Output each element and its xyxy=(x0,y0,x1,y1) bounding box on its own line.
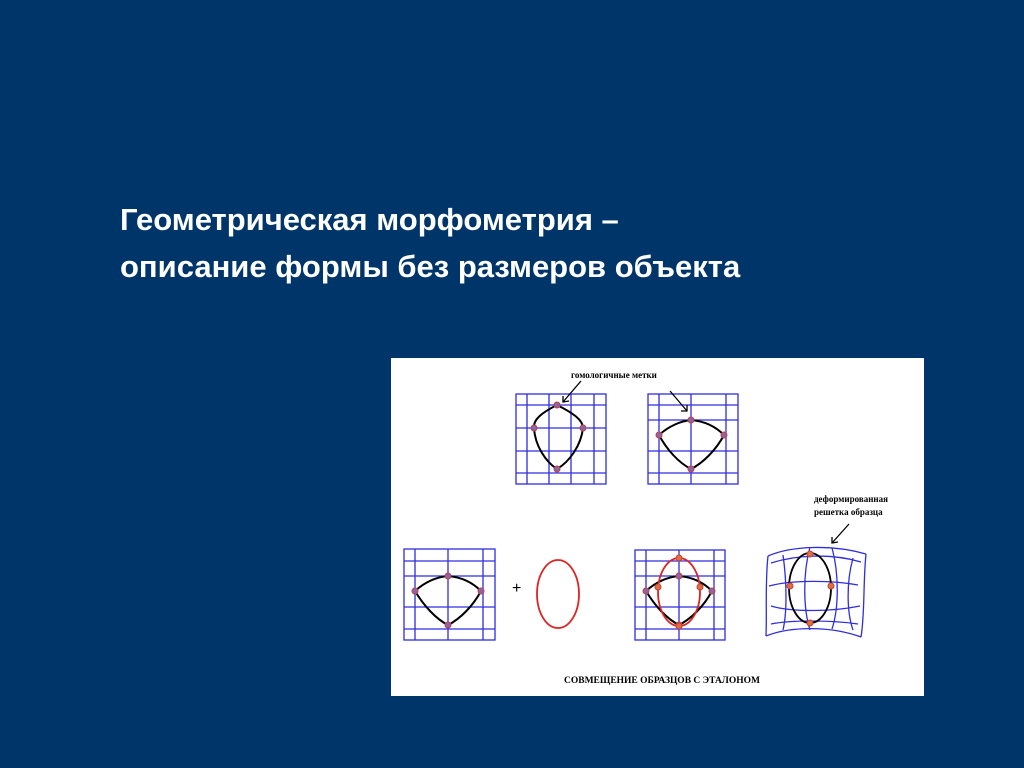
title-line-1: Геометрическая морфометрия – xyxy=(120,202,619,237)
title-line-2: описание формы без размеров объекта xyxy=(120,249,741,284)
deformed-landmarks xyxy=(787,551,834,626)
deformed-outline xyxy=(789,553,831,623)
deformed-grid-label-2: решетка образца xyxy=(814,507,883,517)
landmarks-label: гомологичные метки xyxy=(571,370,657,380)
arrow-icon xyxy=(563,381,581,402)
slide-title xyxy=(120,196,940,290)
landmarks-1 xyxy=(531,402,586,472)
arrow-icon xyxy=(832,524,849,543)
deformed-grid xyxy=(766,547,866,637)
reference-ellipse xyxy=(537,560,579,628)
plus-sign: + xyxy=(512,580,522,597)
deformed-grid-label-1: деформированная xyxy=(814,494,888,504)
figure-caption: СОВМЕЩЕНИЕ ОБРАЗЦОВ С ЭТАЛОНОМ xyxy=(564,676,761,686)
morphometry-diagram xyxy=(391,358,924,696)
specimen-outline-1 xyxy=(534,405,583,469)
morphometry-figure xyxy=(391,358,924,696)
